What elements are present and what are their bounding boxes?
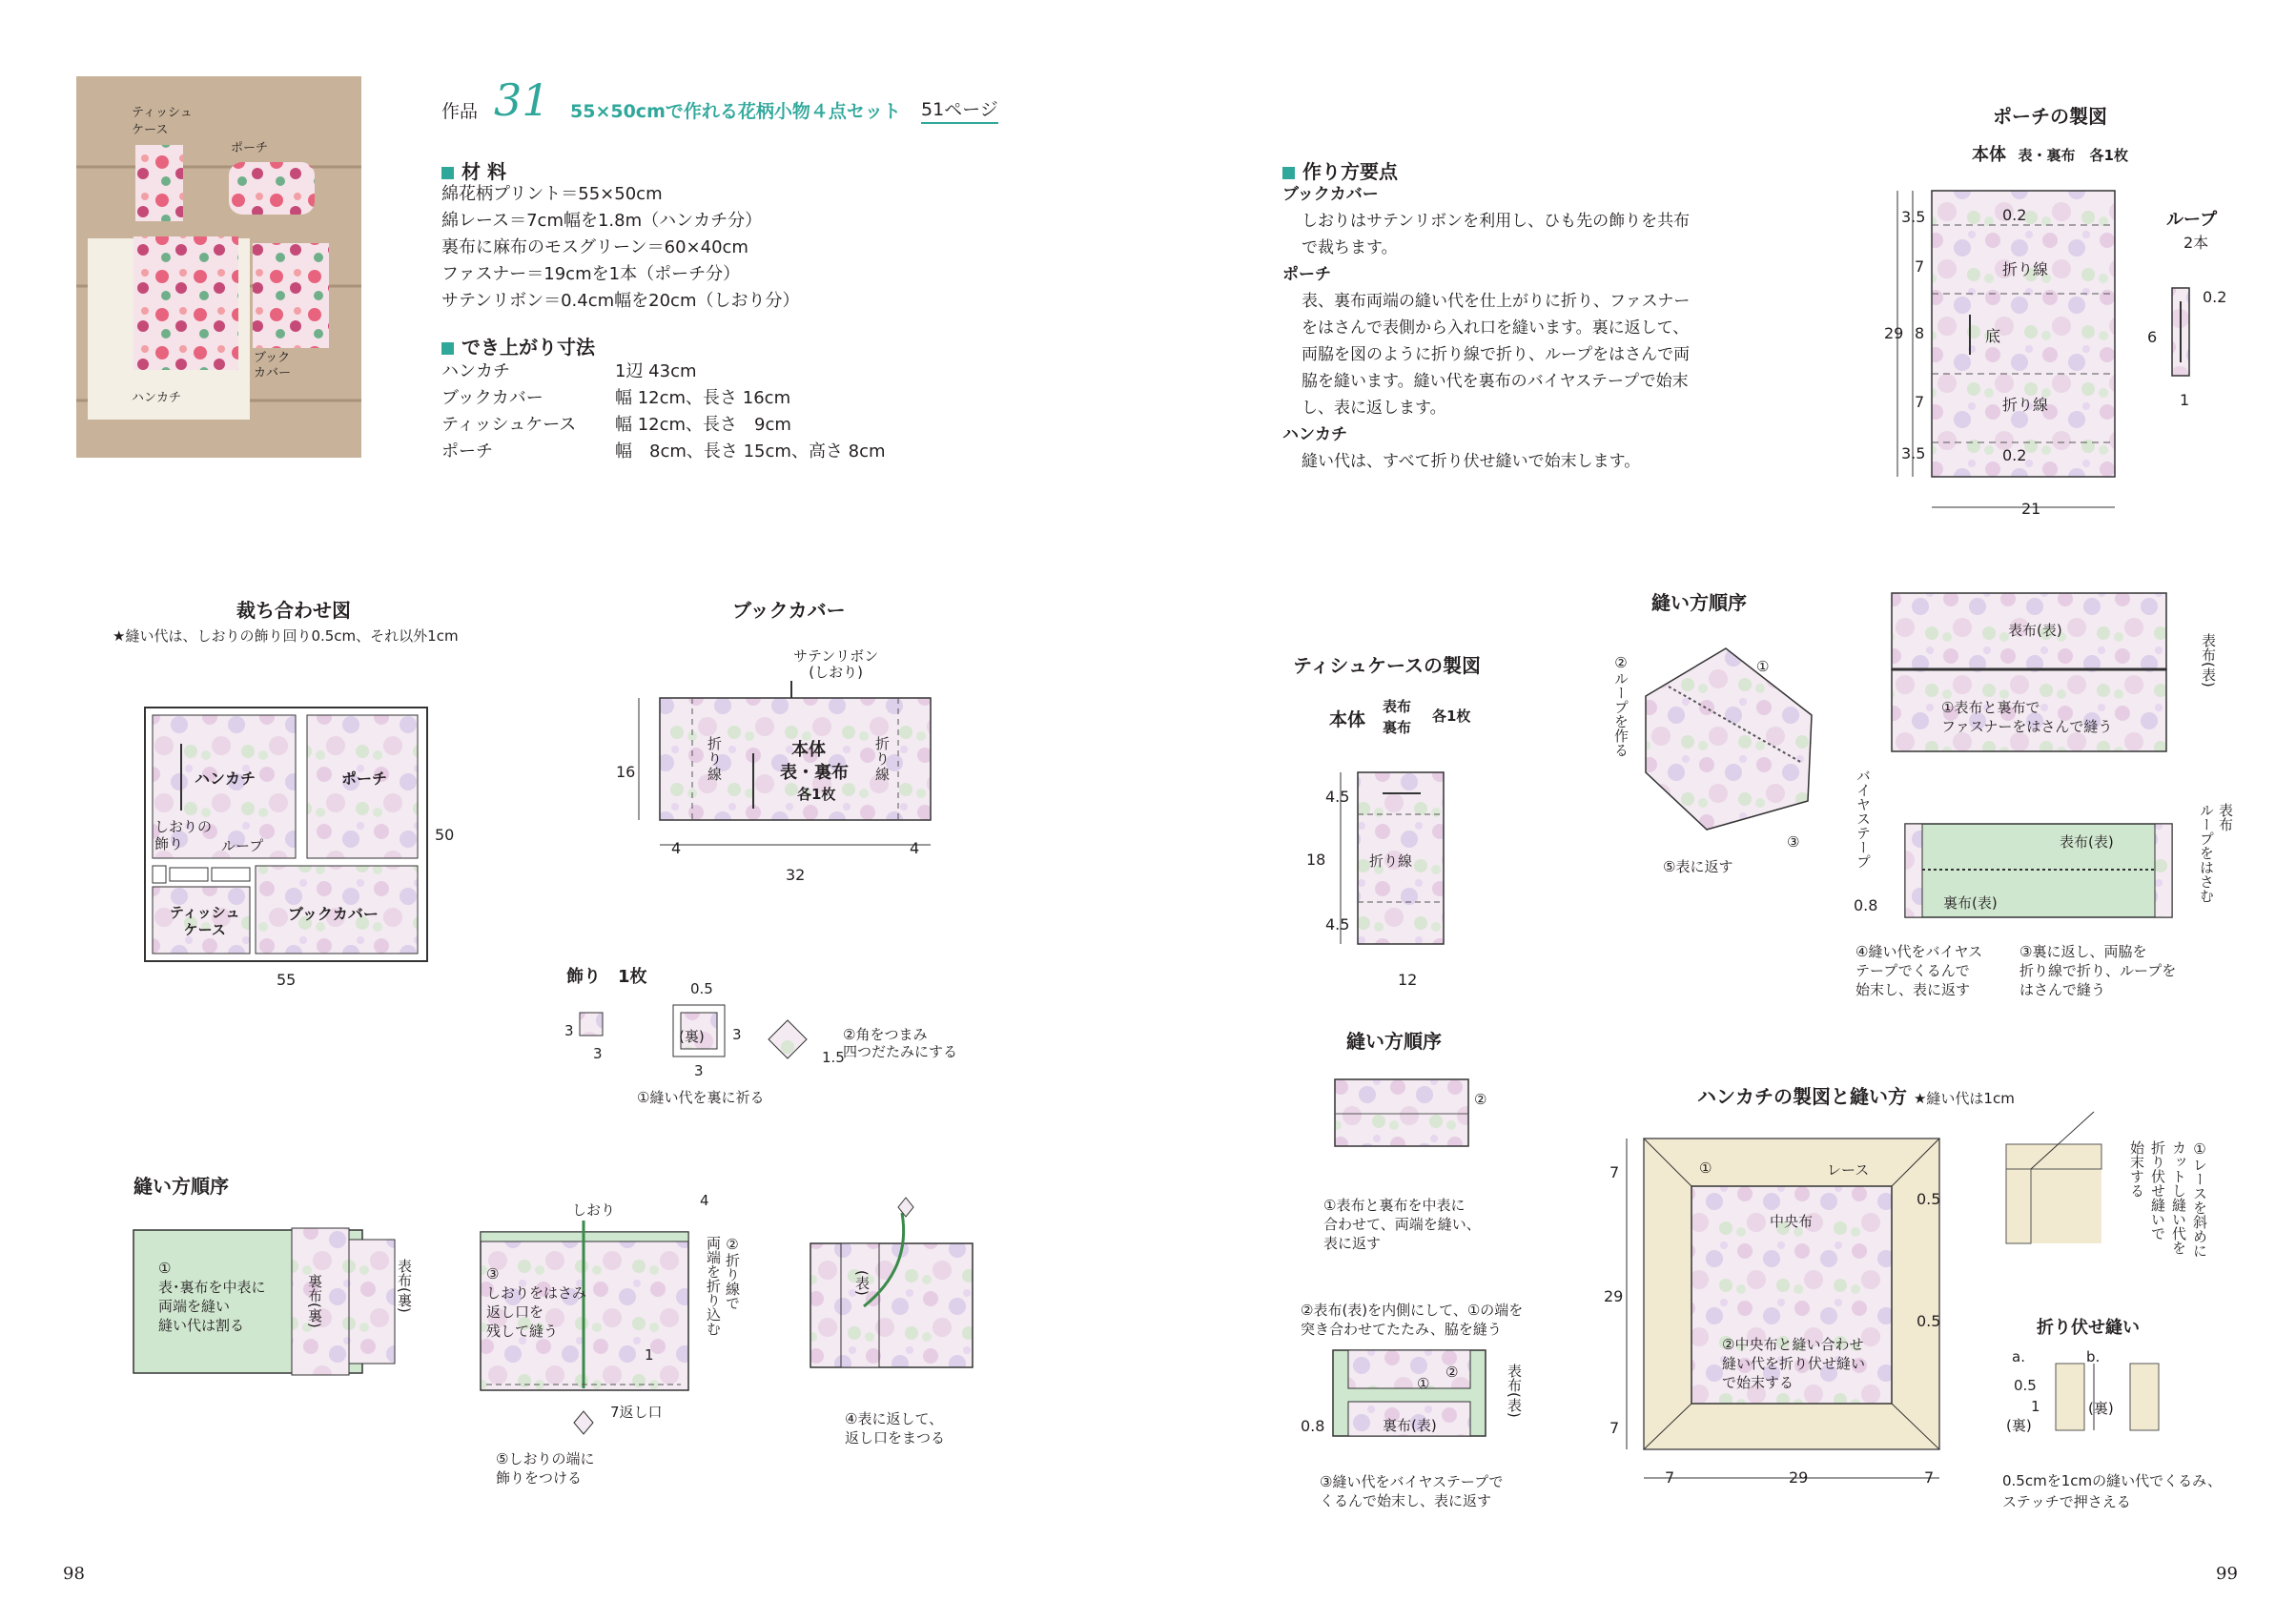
pouch-dim-b2: 7 <box>1915 393 1925 411</box>
points-section-title: ハンカチ <box>1282 425 1347 444</box>
pouch-steps-title: 縫い方順序 <box>1651 591 1747 614</box>
page-number-right: 99 <box>2216 1564 2238 1584</box>
loop-title: ループ <box>2166 210 2218 230</box>
pouch-step3-side: 表布 ループをはさむ <box>2198 803 2234 903</box>
ornament-title: 飾り 1枚 <box>566 967 647 987</box>
ornament-dim-a2: 3 <box>593 1045 603 1062</box>
cutting-title: 裁ち合わせ図 <box>236 599 351 622</box>
photo-label-tissue: ティッシュ ケース <box>132 106 193 137</box>
material-item: 綿花柄プリント＝55×50cm <box>441 184 663 204</box>
pouch-dim-bottom-a: 3.5 <box>1901 444 1926 462</box>
tissue-step-omote: 表布(表) <box>1506 1364 1523 1418</box>
product-photo <box>76 76 361 458</box>
tissue-step1-text: ①表布と裏布を中表に 合わせて、両端を縫い、 表に返す <box>1323 1197 1481 1252</box>
hanky-c1: ① <box>1699 1159 1712 1177</box>
pouch-fold-label-top: 折り線 <box>2002 260 2049 278</box>
heading-square-icon <box>441 167 454 179</box>
material-item: 裏布に麻布のモスグリーン＝60×40cm <box>441 237 748 257</box>
material-item: ファスナー＝19cmを1本（ポーチ分） <box>441 264 741 284</box>
materials-heading: 材 料 <box>441 156 506 184</box>
cut-label-tissue: ティッシュ ケース <box>170 904 240 938</box>
bc-step1-text: ① 表･裏布を中表に 両端を縫い 縫い代は割る <box>158 1260 266 1334</box>
pouch-dim-top-a: 3.5 <box>1901 208 1926 226</box>
tissue-dim-h: 18 <box>1306 851 1326 869</box>
points-line: で裁ちます。 <box>1302 238 1398 257</box>
bookcover-body: 本体 <box>791 740 826 760</box>
hanky-lace: レース <box>1827 1161 1870 1179</box>
work-prefix: 作品 <box>441 101 479 122</box>
photo-label-book: ブック カバー <box>254 351 292 380</box>
bookcover-fold-left: 折 り 線 <box>707 735 723 783</box>
tissue-body: 本体 <box>1329 709 1366 730</box>
tissue-title: ティシュケースの製図 <box>1293 654 1481 677</box>
pouch-dim-m-bottom: 0.2 <box>2002 446 2027 464</box>
heading-square-icon <box>1282 167 1295 179</box>
photo-label-handkerchief: ハンカチ <box>132 391 182 405</box>
work-title: 55×50cmで作れる花柄小物４点セット <box>570 101 901 122</box>
pouch-step-c3: ③ <box>1787 833 1800 851</box>
points-line: をはさんで表側から入れ口を縫います。裏に返して、 <box>1302 318 1690 338</box>
fell-m: 0.5 <box>2014 1377 2037 1394</box>
cut-label-handkerchief: ハンカチ <box>195 769 256 788</box>
fell-ura-a: (裏) <box>2006 1417 2032 1434</box>
hanky-center: 中央布 <box>1770 1213 1814 1230</box>
ornament-dim-a1: 3 <box>564 1022 574 1039</box>
bc-step4-text: ④表に返して、 返し口をまつる <box>845 1410 946 1447</box>
bookcover-dim-h: 16 <box>616 763 636 781</box>
pouch-step-loop: ②ループを作る <box>1612 654 1630 757</box>
loop-dim-m: 0.2 <box>2203 288 2227 306</box>
bc-opening: 7返し口 <box>610 1404 663 1421</box>
cut-label-pouch: ポーチ <box>341 769 388 788</box>
finished-heading: でき上がり寸法 <box>441 332 595 359</box>
cut-dim-width: 55 <box>277 971 297 989</box>
finished-row: ティッシュケース 幅 12cm、長さ 9cm <box>441 415 791 435</box>
pouch-step1-omote: 表布(表) <box>2008 622 2062 639</box>
finished-row: ポーチ 幅 8cm、長さ 15cm、高さ 8cm <box>441 441 886 462</box>
ornament-step1: ①縫い代を裏に祈る <box>637 1089 765 1106</box>
cut-label-loop: ループ <box>221 837 264 854</box>
points-line: し、表に返します。 <box>1302 399 1446 418</box>
bookcover-count: 各1枚 <box>797 786 836 803</box>
tissue-step1-diagram <box>1331 1076 1493 1161</box>
tissue-dim-a-top: 4.5 <box>1325 788 1350 806</box>
materials-list <box>441 181 800 315</box>
tissue-steps-title: 縫い方順序 <box>1346 1030 1442 1053</box>
fell-a: a. <box>2012 1348 2025 1365</box>
hanky-dim-m-bottom: 0.5 <box>1917 1312 1941 1330</box>
pouch-step3-ura: 裏布(表) <box>1943 894 1998 912</box>
ornament-step2: ②角をつまみ 四つだたみにする <box>843 1026 958 1060</box>
points-line: しおりはサテンリボンを利用し、ひも先の飾りを共布 <box>1302 212 1691 231</box>
bookcover-dim-m-right: 4 <box>910 839 920 857</box>
pouch-step1-text: ①表布と裏布で ファスナーをはさんで縫う <box>1941 699 2113 735</box>
cut-label-bookmark: しおりの 飾り <box>154 818 213 852</box>
fell-ura-b: (裏) <box>2088 1400 2114 1417</box>
fell-note: 0.5cmを1cmの縫い代でくるみ、 ステッチで押さえる <box>2002 1472 2223 1510</box>
pouch-step3-text: ③裏に返し、両脇を 折り線で折り、ループを はさんで縫う <box>2019 943 2177 998</box>
ornament-dim-a3: 3 <box>732 1026 742 1043</box>
ornament-dim-b: 0.5 <box>690 980 713 997</box>
pouch-pattern-title: ポーチの製図 <box>1993 105 2107 128</box>
finished-row: ブックカバー 幅 12cm、長さ 16cm <box>441 388 791 408</box>
bookcover-dim-m-left: 4 <box>671 839 682 857</box>
hanky-dim-a-left: 7 <box>1665 1468 1675 1487</box>
hanky-diagram <box>1621 1125 1945 1468</box>
points-heading: 作り方要点 <box>1282 156 1398 184</box>
tissue-fabric-b: 裏布 <box>1383 719 1412 736</box>
pouch-fold-label-bottom: 折り線 <box>2002 396 2049 414</box>
hanky-dim-a-bottom: 7 <box>1609 1419 1620 1437</box>
hanky-dim-a-top: 7 <box>1609 1163 1620 1181</box>
pouch-step4-text: ④縫い代をバイヤス テープでくるんで 始末し、表に返す <box>1855 943 1983 998</box>
points-line: 縫い代は、すべて折り伏せ縫いで始末します。 <box>1302 452 1641 471</box>
hanky-side-note: ①レースを斜めに カットし縫い代を 折り伏せ縫いで 始末する <box>2128 1140 2208 1258</box>
tissue-dim-a-bottom: 4.5 <box>1325 915 1350 934</box>
tissue-step2-diagram <box>1325 1346 1497 1451</box>
cut-dim-height: 50 <box>435 826 455 844</box>
fell-seam-diagram <box>2012 1354 2164 1440</box>
bc-step5-text: ⑤しおりの端に 飾りをつける <box>496 1450 595 1487</box>
pouch-bottom-label: 底 <box>1985 327 2001 345</box>
bc-steps-title: 縫い方順序 <box>133 1175 229 1198</box>
finished-row: ハンカチ 1辺 43cm <box>441 361 697 381</box>
material-item: 綿レース＝7cm幅を1.8m（ハンカチ分） <box>441 211 763 231</box>
bc-step4-omote: (表) <box>853 1270 871 1296</box>
work-number: 31 <box>494 74 550 126</box>
page-reference: 51ページ <box>921 95 998 124</box>
points-section-title: ポーチ <box>1282 265 1331 284</box>
hanky-dim-m-top: 0.5 <box>1917 1190 1941 1208</box>
fell-b: b. <box>2086 1348 2101 1365</box>
pouch-dim-w: 21 <box>2021 500 2041 518</box>
bc-shiori-label: しおり <box>572 1201 616 1219</box>
points-body <box>1282 181 1690 475</box>
pouch-step-3d-diagram <box>1640 639 1831 830</box>
pouch-dim-c: 8 <box>1915 324 1925 342</box>
hanky-dim-b-v: 29 <box>1604 1287 1624 1305</box>
bookcover-fold-right: 折 り 線 <box>875 735 891 783</box>
pouch-step3-omote: 表布(表) <box>2060 833 2114 851</box>
points-line: 表、裏布両端の縫い代を仕上がりに折り、ファスナー <box>1302 292 1691 311</box>
pouch-step3-diagram <box>1884 820 2189 925</box>
points-section-title: ブックカバー <box>1282 185 1379 204</box>
loop-dim-h: 6 <box>2147 328 2158 346</box>
bc-step3-text: ③ しおりをはさみ 返し口を 残して縫う <box>486 1265 587 1340</box>
tissue-step-c2b: ② <box>1445 1364 1459 1381</box>
hanky-title: ハンカチの製図と縫い方 ★縫い代は1cm <box>1697 1085 2015 1108</box>
pouch-step-c1: ① <box>1756 658 1770 675</box>
tissue-fold-label: 折り線 <box>1369 852 1413 870</box>
tissue-step-c2: ② <box>1474 1091 1487 1108</box>
page-number-left: 98 <box>63 1564 85 1584</box>
pouch-dim-total: 29 <box>1884 324 1904 342</box>
tissue-step-c1: ① <box>1417 1375 1430 1392</box>
ornament-dim-a4: 3 <box>694 1062 704 1079</box>
hanky-dim-b-h: 29 <box>1789 1468 1809 1487</box>
pouch-step3-m: 0.8 <box>1854 896 1878 914</box>
tissue-fabric-a: 表布 <box>1383 698 1412 715</box>
bc-step4-diagram <box>807 1230 988 1383</box>
tissue-step3-text: ③縫い代をバイヤステープで くるんで始末し、表に返す <box>1320 1473 1504 1509</box>
bookcover-title: ブックカバー <box>732 599 846 622</box>
finished-table <box>441 359 886 465</box>
tissue-step-m: 0.8 <box>1301 1417 1325 1435</box>
ornament-dim-c: 1.5 <box>822 1049 845 1066</box>
points-line: 脇を縫います。縫い代を裏布のバイヤステープで始末 <box>1302 372 1689 391</box>
pouch-dim-b: 7 <box>1915 257 1925 276</box>
fell-1: 1 <box>2031 1398 2040 1415</box>
loop-dim-w: 1 <box>2180 391 2190 409</box>
bookcover-ribbon-label: サテンリボン (しおり) <box>793 647 879 681</box>
tissue-dim-w: 12 <box>1398 971 1418 989</box>
bc-step2-text: ②折り線で 両端を折り込む <box>705 1236 741 1336</box>
cut-label-bookcover: ブックカバー <box>288 905 379 923</box>
pouch-step1-side: 表布(表) <box>2200 633 2217 687</box>
tissue-count: 各1枚 <box>1432 708 1471 725</box>
bookcover-dim-w: 32 <box>786 866 806 884</box>
pouch-dim-m-top: 0.2 <box>2002 206 2027 224</box>
cutting-note: ★縫い代は、しおりの飾り回り0.5cm、それ以外1cm <box>113 627 459 645</box>
tissue-step2-text: ②表布(表)を内側にして、①の端を 突き合わせてたたみ、脇を縫う <box>1301 1302 1524 1338</box>
material-item: サテンリボン＝0.4cm幅を20cm（しおり分） <box>441 291 800 311</box>
points-line: 両脇を図のように折り線で折り、ループをはさんで両 <box>1302 345 1691 364</box>
ornament-ura: (裏) <box>679 1028 705 1045</box>
bc-n1: 1 <box>645 1346 654 1364</box>
pouch-step5-text: ⑤表に返す <box>1663 858 1733 875</box>
bc-step1-omote-ura: 表布(裏) <box>396 1259 413 1313</box>
photo-label-pouch: ポーチ <box>231 141 269 155</box>
heading-square-icon <box>441 342 454 355</box>
bookcover-fabric: 表・裏布 <box>780 763 849 783</box>
bc-n4: 4 <box>700 1192 709 1209</box>
hanky-step2: ②中央布と縫い合わせ 縫い代を折り伏せ縫い で始末する <box>1722 1336 1866 1391</box>
fell-title: 折り伏せ縫い <box>2037 1318 2140 1338</box>
pouch-bias-label: バイヤステープ <box>1855 769 1872 869</box>
tissue-step-ura: 裏布(表) <box>1383 1417 1437 1434</box>
loop-count: 2本 <box>2183 234 2209 252</box>
bc-step1-ura: 裏布(裏) <box>306 1274 323 1328</box>
hanky-dim-a-right: 7 <box>1924 1468 1935 1487</box>
hanky-corner-diagram <box>2002 1140 2107 1245</box>
pouch-pattern-subtitle: 本体 表・裏布 各1枚 <box>1972 145 2128 165</box>
